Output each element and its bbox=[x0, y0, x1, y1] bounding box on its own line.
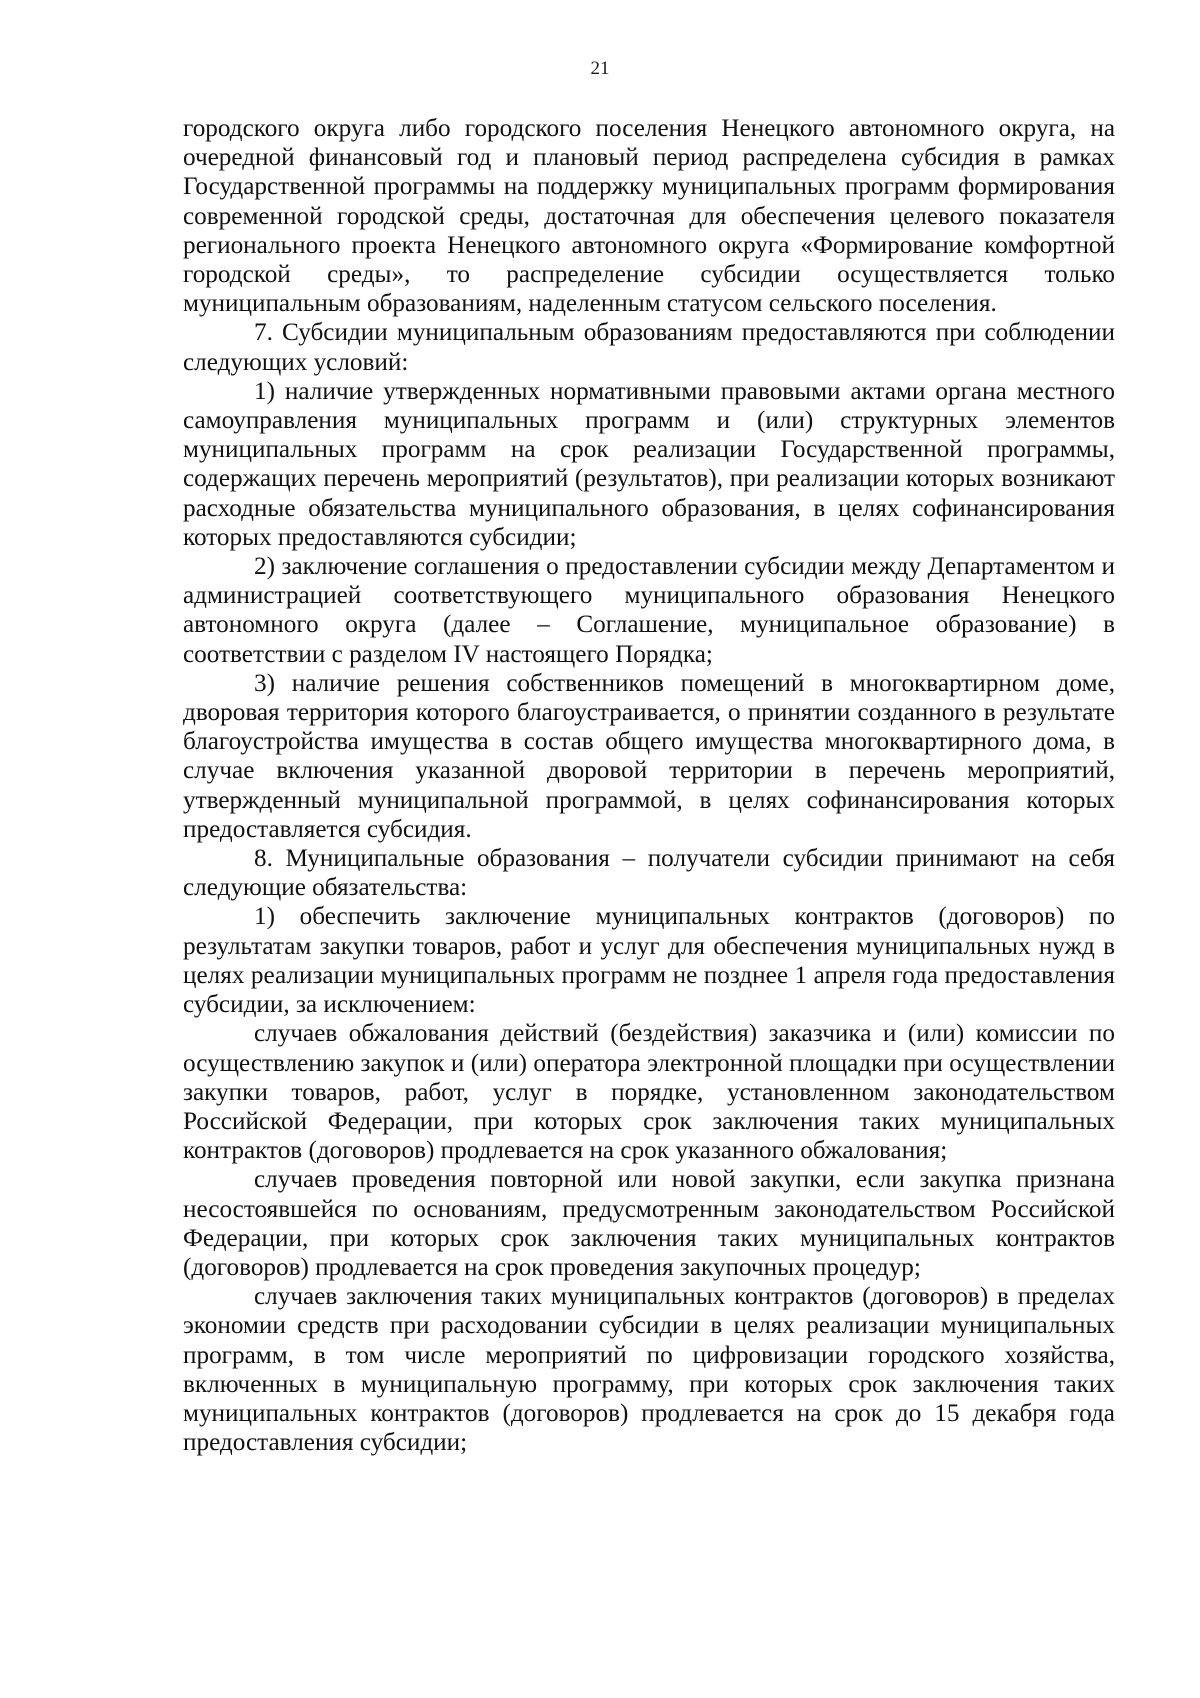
paragraph-exception-appeal: случаев обжалования действий (бездействия) заказчика и (или) комиссии по осуществлению закупок и (или) оператора электронной площадки при осуществлении закупки товаров, работ, услуг в порядке, установленном законодательством Российской Федерации, при которых срок заключения таких муниципальных контрактов (договоров) продлевается на срок указанного обжалования; bbox=[183, 1020, 1115, 1165]
paragraph-clause-7: 7. Субсидии муниципальным образованиям предоставляются при соблюдении следующих условий: bbox=[183, 319, 1115, 376]
paragraph-continuation: городского округа либо городского поселения Ненецкого автономного округа, на очередной финансовый год и плановый период распределена субсидия в рамках Государственной программы на поддержку муниципальных программ формирования современной городской среды, достаточная для обеспечения целевого показателя регионального проекта Ненецкого автономного округа «Формирование комфортной городской среды», то распределение субсидии осуществляется только муниципальным образованиям, наделенным статусом сельского поселения. bbox=[183, 115, 1115, 318]
paragraph-clause-8-1: 1) обеспечить заключение муниципальных контрактов (договоров) по результатам закупки товаров, работ и услуг для обеспечения муниципальных нужд в целях реализации муниципальных программ не позднее 1 апреля года предоставления субсидии, за исключением: bbox=[183, 903, 1115, 1019]
paragraph-clause-7-2: 2) заключение соглашения о предоставлении субсидии между Департаментом и администрацией соответствующего муниципального образования Ненецкого автономного округа (далее – Соглашение, муниципальное образование) в соответствии с разделом IV настоящего Порядка; bbox=[183, 553, 1115, 668]
paragraph-clause-8: 8. Муниципальные образования – получатели субсидии принимают на себя следующие обязательства: bbox=[183, 845, 1115, 902]
page-number: 21 bbox=[590, 58, 610, 79]
paragraph-clause-7-1: 1) наличие утвержденных нормативными правовыми актами органа местного самоуправления муниципальных программ и (или) структурных элементов муниципальных программ на срок реализации Государственной программы, содержащих перечень мероприятий (результатов), при реализации которых возникают расходные обязательства муниципального образования, в целях софинансирования которых предоставляются субсидии; bbox=[183, 377, 1115, 551]
document-body bbox=[183, 114, 1115, 1457]
paragraph-clause-7-3: 3) наличие решения собственников помещений в многоквартирном доме, дворовая территория которого благоустраивается, о принятии созданного в результате благоустройства имущества в состав общего имущества многоквартирного дома, в случае включения указанной дворовой территории в перечень мероприятий, утвержденный муниципальной программой, в целях софинансирования которых предоставляется субсидия. bbox=[183, 669, 1115, 843]
paragraph-exception-savings: случаев заключения таких муниципальных контрактов (договоров) в пределах экономии средств при расходовании субсидии в целях реализации муниципальных программ, в том числе мероприятий по цифровизации городского хозяйства, включенных в муниципальную программу, при которых срок заключения таких муниципальных контрактов (договоров) продлевается на срок до 15 декабря года предоставления субсидии; bbox=[183, 1283, 1115, 1457]
paragraph-exception-repeat-procurement: случаев проведения повторной или новой закупки, если закупка признана несостоявшейся по основаниям, предусмотренным законодательством Российской Федерации, при которых срок заключения таких муниципальных контрактов (договоров) продлевается на срок проведения закупочных процедур; bbox=[183, 1166, 1115, 1281]
